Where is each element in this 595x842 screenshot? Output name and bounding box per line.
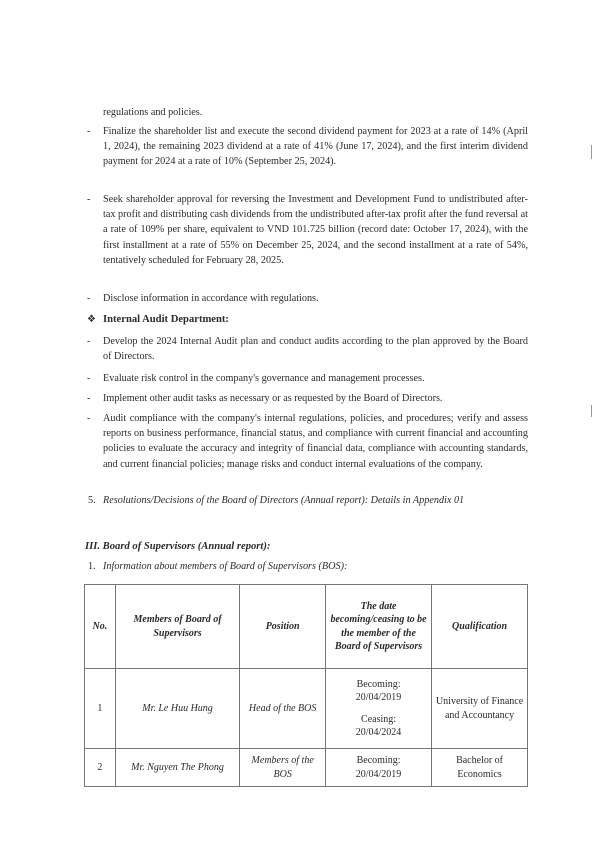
header-no: No.	[85, 585, 116, 669]
cell-member-name: Mr. Nguyen The Phong	[115, 749, 240, 787]
bos-members-table	[84, 584, 528, 787]
internal-audit-heading: Internal Audit Department:	[103, 314, 229, 325]
bullet-dash: -	[87, 126, 91, 137]
ceasing-date: 20/04/2024	[355, 727, 402, 738]
cell-no: 2	[85, 749, 116, 787]
scan-mark	[591, 405, 592, 417]
table-header-row	[85, 585, 528, 669]
ceasing-label: Ceasing:	[361, 713, 397, 725]
bullet-risk-control: Evaluate risk control in the company's governance and management processes.	[103, 373, 425, 384]
bos-info-subheading: Information about members of Board of Supervisors (BOS):	[103, 561, 348, 572]
bullet-audit-plan: Develop the 2024 Internal Audit plan and conduct audits according to the plan approved by the Board of Directors.	[103, 336, 528, 363]
cell-dates	[325, 749, 431, 787]
header-date: The date becoming/ceasing to be the member of the Board of Supervisors	[325, 585, 431, 669]
item-number: 5.	[88, 495, 96, 506]
section-heading-bos: III. Board of Supervisors (Annual report):	[85, 541, 271, 552]
header-position: Position	[240, 585, 326, 669]
cell-position: Head of the BOS	[240, 669, 326, 749]
becoming-label: Becoming:	[356, 678, 401, 690]
cell-qualification: Bachelor of Economics	[432, 749, 528, 787]
table-row	[85, 669, 528, 749]
continuation-text: regulations and policies.	[103, 107, 203, 118]
header-qualification: Qualification	[432, 585, 528, 669]
cell-position: Members of the BOS	[240, 749, 326, 787]
sub-item-number: 1.	[88, 561, 96, 572]
bullet-dash: -	[87, 393, 91, 404]
bullet-disclose-info: Disclose information in accordance with regulations.	[103, 293, 319, 304]
cell-member-name: Mr. Le Huu Hung	[115, 669, 240, 749]
bullet-dividend-payment: Finalize the shareholder list and execute the second dividend payment for 2023 at a rate of 14% (April 1, 2024), the remaining 2023 dividend at a rate of 41% (June 17, 2024), and the first interim dividend payment for 2024 at a rate of 10% (September 25, 2024).	[103, 126, 528, 168]
cell-dates	[325, 669, 431, 749]
becoming-date: 20/04/2019	[355, 768, 402, 780]
bullet-dash: -	[87, 413, 91, 424]
bullet-dash: -	[87, 194, 91, 205]
bullet-dash: -	[87, 336, 91, 347]
cell-qualification: University of Finance and Accountancy	[432, 669, 528, 749]
bullet-audit-compliance: Audit compliance with the company's internal regulations, policies, and procedures; verify and assess reports on business performance, financial status, and compliance with current financial and accounting policies to evaluate the accuracy and integrity of financial data, compliance with accounting standards, and current financial policies; manage risks and conduct internal evaluations of the company.	[103, 413, 528, 470]
diamond-bullet-icon: ❖	[87, 314, 96, 325]
header-members: Members of Board of Supervisors	[115, 585, 240, 669]
resolutions-item: Resolutions/Decisions of the Board of Directors (Annual report): Details in Appendix 01	[103, 495, 465, 506]
table-row	[85, 749, 528, 787]
becoming-date: 20/04/2019	[355, 692, 402, 703]
bullet-dash: -	[87, 373, 91, 384]
bullet-dash: -	[87, 293, 91, 304]
scan-mark	[591, 145, 592, 159]
bullet-fund-reversal: Seek shareholder approval for reversing the Investment and Development Fund to undistributed after-tax profit and distributing cash dividends from the undistributed after-tax profit after the fund reversal at a rate of 109% per share, equivalent to VND 101.725 billion (record date: October 17, 2024), with the first installment at a rate of 55% on December 25, 2024, and the second installment at a rate of 54%, tentatively scheduled for February 28, 2025.	[103, 194, 528, 266]
cell-no: 1	[85, 669, 116, 749]
bullet-other-tasks: Implement other audit tasks as necessary or as requested by the Board of Directors.	[103, 393, 443, 404]
becoming-label: Becoming:	[356, 755, 401, 766]
